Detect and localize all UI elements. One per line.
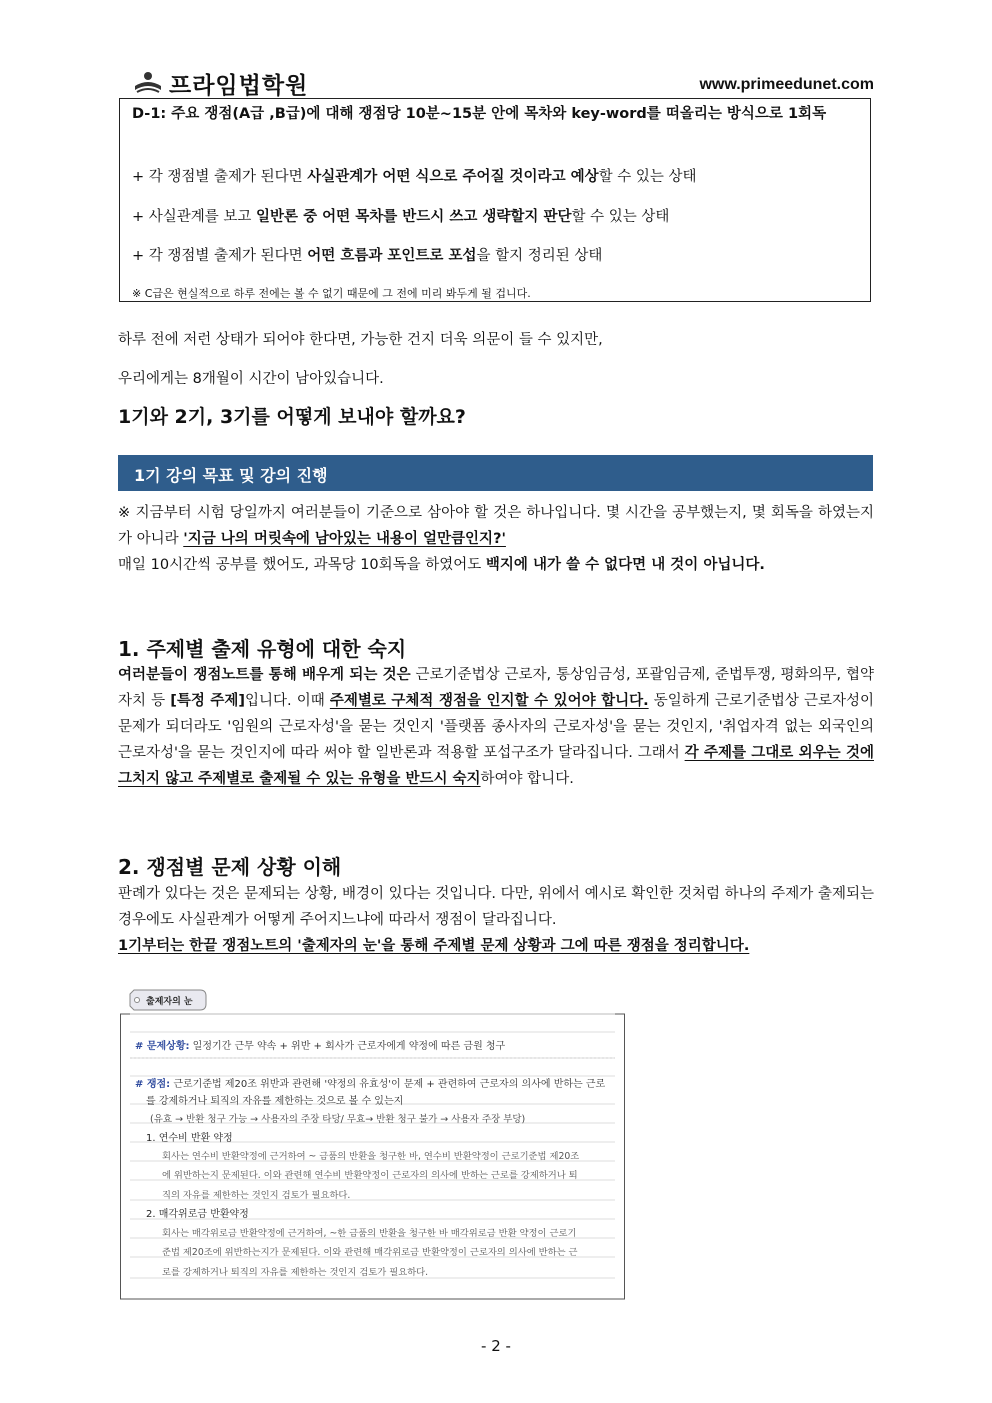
academy-logo xyxy=(133,66,308,100)
section-1-body: 여러분들이 쟁점노트를 통해 배우게 되는 것은 근로기준법상 근로자, 통상임금성, 포괄임금제, 준법투쟁, 평화의무, 협약자치 등 [특정 주제]입니다. 이때 주제별로 구체적 쟁점을 인지할 수 있어야 합니다. 동일하게 근로기준법상 근로자성이 문제가 되더라도 '임원의 근로자성'을 묻는 것인지 '플랫폼 종사자의 근로자성'을 묻는 것인지, '취업자격 없는 외국인의 근로자성'을 묻는 것인지에 따라 써야 할 일반론과 적용할 포섭구조가 달라집니다. 그래서 각 주제를 그대로 외우는 것에 그치지 않고 주제별로 출제될 수 있는 유형을 반드시 숙지하여야 합니다. xyxy=(118,667,874,787)
section-1-title: 1. 주제별 출제 유형에 대한 숙지 xyxy=(118,637,407,661)
section-2-summary: 1기부터는 한끝 쟁점노트의 '출제자의 눈'을 통해 주제별 문제 상황과 그에 따른 쟁점을 정리합니다. xyxy=(118,938,750,954)
page-number: - 2 - xyxy=(481,1337,511,1355)
figure-tag: 출제자의 눈 xyxy=(146,997,193,1007)
section-2-body: 판례가 있다는 것은 문제되는 상황, 배경이 있다는 것입니다. 다만, 위에서 예시로 확인한 것처럼 하나의 주제가 출제되는 경우에도 사실관계가 어떻게 주어지느냐에 따라서 쟁점이 달라집니다. xyxy=(118,886,874,928)
box-note: ※ C급은 현실적으로 하루 전에는 볼 수 없기 때문에 그 전에 미리 봐두게 될 겁니다. xyxy=(132,287,531,300)
website-url[interactable]: www.primeedunet.com xyxy=(699,76,874,93)
item-1-title: 1. 연수비 반환 약정 xyxy=(146,1133,233,1144)
item-2-line-3: 로를 강제하거나 퇴직의 자유를 제한하는 것인지 검토가 필요하다. xyxy=(162,1267,429,1278)
situation-line: # 문제상황: 일정기간 근무 약속 + 위반 + 회사가 근로자에게 약정에 따른 금원 청구 xyxy=(135,1041,506,1052)
notice-paragraph-1: ※ 지금부터 시험 당일까지 여러분들이 기준으로 삼아야 할 것은 하나입니다. 몇 시간을 공부했는지, 몇 회독을 하였는지가 아니라 '지금 나의 머릿속에 남아있는 내용이 얼만큼인지?' xyxy=(118,505,874,547)
box-line-3: + 사실관계를 보고 일반론 중 어떤 목차를 반드시 쓰고 생략할지 판단할 수 있는 상태 xyxy=(132,209,670,225)
intro-line-2: 우리에게는 8개월이 시간이 남아있습니다. xyxy=(118,371,384,387)
item-2-line-1: 회사는 매각위로금 반환약정에 근거하여, ~한 금품의 반환을 청구한 바 매각위로금 반환 약정이 근로기 xyxy=(162,1228,577,1239)
section-bar-title: 1기 강의 목표 및 강의 진행 xyxy=(134,466,328,485)
item-2-line-2: 준법 제20조에 위반하는지가 문제된다. 이와 관련해 매각위로금 반환약정이 근로자의 의사에 반하는 근 xyxy=(162,1247,578,1258)
question-heading: 1기와 2기, 3기를 어떻게 보내야 할까요? xyxy=(118,406,466,428)
study-plan-box xyxy=(119,98,871,302)
book-logo-icon xyxy=(133,70,163,96)
section-2-title: 2. 쟁점별 문제 상황 이해 xyxy=(118,855,342,879)
box-line-2: + 각 쟁점별 출제가 된다면 사실관계가 어떤 식으로 주어질 것이라고 예상할 수 있는 상태 xyxy=(132,169,697,185)
issue-line-2: 를 강제하거나 퇴직의 자유를 제한하는 것으로 볼 수 있는지 xyxy=(146,1096,404,1107)
item-1-line-3: 직의 자유를 제한하는 것인지 검토가 필요하다. xyxy=(162,1190,351,1201)
box-line-4: + 각 쟁점별 출제가 된다면 어떤 흐름과 포인트로 포섭을 할지 정리된 상태 xyxy=(132,248,603,264)
logo-text: 프라임법학원 xyxy=(169,72,309,99)
intro-line-1: 하루 전에 저런 상태가 되어야 한다면, 가능한 건지 더욱 의문이 들 수 있지만, xyxy=(118,332,603,348)
box-line-1: D-1: 주요 쟁점(A급 ,B급)에 대해 쟁점당 10분~15분 안에 목차와 key-word를 떠올리는 방식으로 1회독 xyxy=(132,106,827,122)
section-bar xyxy=(118,455,873,491)
notice-paragraph-2: 매일 10시간씩 공부를 했어도, 과목당 10회독을 하였어도 백지에 내가 쓸 수 없다면 내 것이 아닙니다. xyxy=(118,557,765,573)
issue-line-3: (유효 → 반환 청구 가능 → 사용자의 주장 타당/ 무효→ 반환 청구 불가 → 사용자 주장 부당) xyxy=(150,1114,526,1125)
item-1-line-1: 회사는 연수비 반환약정에 근거하여 ~ 금품의 반환을 청구한 바, 연수비 반환약정이 근로기준법 제20조 xyxy=(162,1151,580,1162)
item-2-title: 2. 매각위로금 반환약정 xyxy=(146,1209,249,1220)
examiner-eye-figure xyxy=(120,988,625,1300)
issue-line-1: # 쟁점: 근로기준법 제20조 위반과 관련해 '약정의 유효성'이 문제 + 관련하여 근로자의 의사에 반하는 근로 xyxy=(135,1079,606,1090)
item-1-line-2: 에 위반하는지 문제된다. 이와 관련해 연수비 반환약정이 근로자의 의사에 반하는 근로를 강제하거나 퇴 xyxy=(162,1170,578,1181)
